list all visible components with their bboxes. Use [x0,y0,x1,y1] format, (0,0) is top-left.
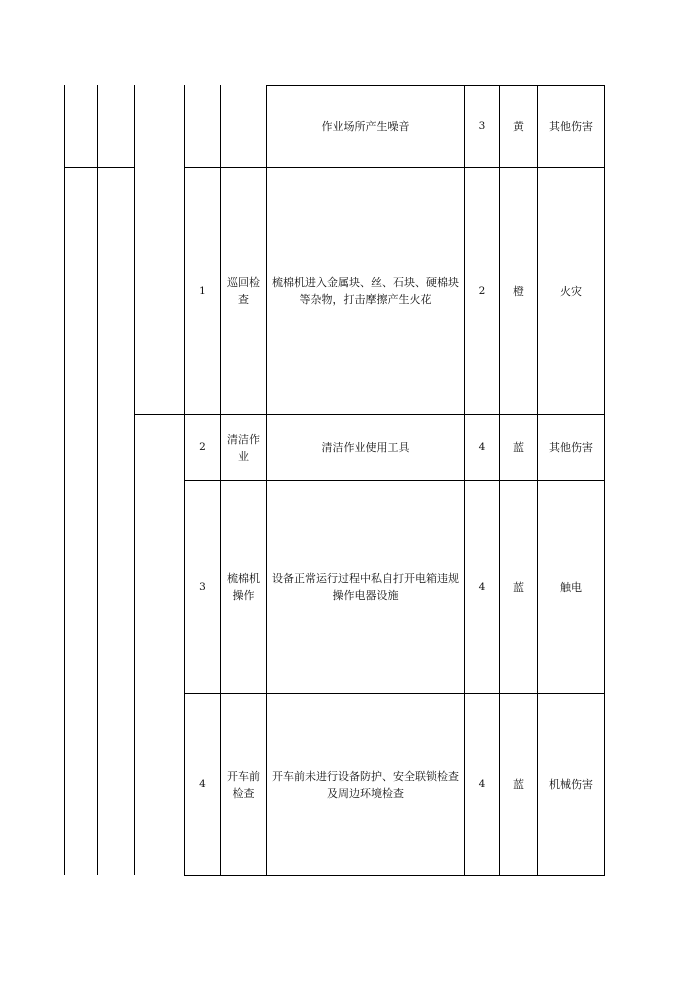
row1-color: 橙 [513,284,524,298]
row4-level: 4 [478,778,486,790]
row2-level: 4 [478,441,486,453]
row0-accident: 其他伤害 [549,120,593,133]
row4-accident: 机械伤害 [549,778,593,791]
row3-hazard: 设备正常运行过程中私自打开电箱违规操作电器设施 [272,572,459,602]
row4-color: 蓝 [513,778,524,791]
col-line-b [97,85,98,875]
row0-color: 黄 [513,120,524,133]
col-line-j [604,85,605,876]
row1-hazard: 梳棉机进入金属块、丝、石块、硬棉块等杂物，打击摩擦产生火花 [272,276,459,306]
row3-task: 梳棉机操作 [227,572,260,602]
row2-index: 2 [199,441,206,453]
row0-hazard: 作业场所产生噪音 [321,120,410,133]
row4-task: 开车前检查 [227,769,260,800]
row2-color: 蓝 [513,441,524,454]
col-line-a [64,85,65,875]
row1-index: 1 [199,284,206,297]
row2-accident: 其他伤害 [549,441,593,454]
row1-accident: 火灾 [560,284,582,298]
row1-task: 巡回检查 [227,276,260,306]
col-line-c [134,85,135,875]
row4-index: 4 [199,778,206,790]
row4-hazard: 开车前未进行设备防护、安全联锁检查及周边环境检查 [272,769,459,800]
row1-level: 2 [478,284,486,297]
row-line-bottom [184,875,604,876]
row3-index: 3 [199,580,206,593]
row2-hazard: 清洁作业使用工具 [321,441,410,454]
row3-accident: 触电 [560,580,582,594]
row2-task: 清洁作业 [227,432,260,463]
row-line-1 [64,167,134,168]
row3-color: 蓝 [513,580,524,594]
row0-level: 3 [478,120,486,132]
row3-level: 4 [478,580,486,593]
